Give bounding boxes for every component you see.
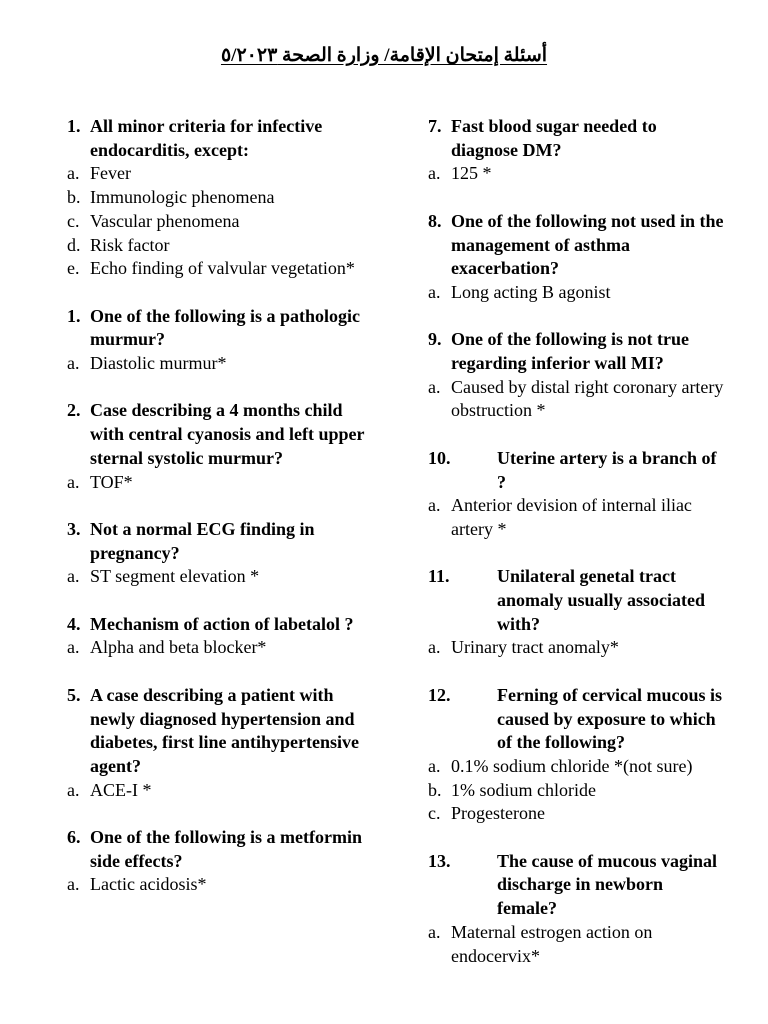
option-letter: b. [67, 187, 81, 208]
option-letter: a. [428, 755, 441, 776]
option-letter: a. [428, 637, 441, 658]
option-letter: a. [67, 637, 80, 658]
option-text: Caused by distal right coronary artery obstruction * [451, 376, 724, 421]
option-letter: a. [67, 566, 80, 587]
option-text: Maternal estrogen action on endocervix* [451, 921, 653, 966]
question-text: The cause of mucous vaginal discharge in newborn female? [497, 850, 718, 919]
right-column [428, 115, 726, 992]
question-number: 10. [428, 447, 451, 468]
option-text: Progesterone [451, 803, 545, 824]
option-text: ST segment elevation * [90, 566, 260, 587]
question-block [428, 328, 726, 423]
option-text: Vascular phenomena [90, 210, 240, 231]
question-number: 11. [428, 566, 450, 587]
question-block [428, 210, 726, 305]
question-block [428, 565, 726, 660]
option-letter: a. [67, 779, 80, 800]
question-number: 2. [67, 400, 81, 421]
option-text: Risk factor [90, 234, 170, 255]
question-block [67, 684, 367, 803]
option-letter: a. [428, 921, 441, 942]
option-text: Urinary tract anomaly* [451, 637, 619, 658]
question-number: 1. [67, 305, 81, 326]
option-text: Alpha and beta blocker* [90, 637, 267, 658]
option-letter: e. [67, 258, 80, 279]
option-text: 1% sodium chloride [451, 779, 596, 800]
question-text: Case describing a 4 months child with central cyanosis and left upper sternal systolic murmur? [90, 400, 365, 468]
option-letter: a. [67, 471, 80, 492]
option-text: 0.1% sodium chloride *(not sure) [451, 755, 693, 776]
question-number: 4. [67, 613, 81, 634]
question-number: 12. [428, 684, 451, 705]
option-letter: a. [67, 353, 80, 374]
question-number: 3. [67, 518, 81, 539]
option-letter: c. [428, 803, 441, 824]
question-text: Fast blood sugar needed to diagnose DM? [451, 116, 657, 160]
question-text: Uterine artery is a branch of ? [497, 447, 717, 492]
option-letter: d. [67, 234, 81, 255]
option-text: Fever [90, 163, 131, 184]
page-title: أسئلة إمتحان الإقامة/ وزارة الصحة ٥/٢٠٢٣ [220, 45, 548, 66]
option-text: Lactic acidosis* [90, 874, 207, 895]
question-block [67, 518, 367, 589]
question-block [67, 305, 367, 376]
question-block [67, 115, 367, 281]
question-number: 6. [67, 827, 81, 847]
option-letter: a. [428, 281, 441, 302]
question-text: Unilateral genetal tract anomaly usually associated with? [497, 566, 706, 634]
question-number: 7. [428, 116, 442, 136]
question-block [67, 613, 367, 660]
question-text: One of the following is not true regarding inferior wall MI? [451, 329, 689, 373]
question-number: 5. [67, 684, 81, 705]
question-number: 8. [428, 210, 442, 231]
option-text: 125 * [451, 163, 492, 184]
left-column [67, 115, 367, 921]
option-text: TOF* [90, 471, 133, 492]
question-number: 1. [67, 116, 81, 136]
option-letter: a. [67, 874, 80, 895]
question-text: A case describing a patient with newly diagnosed hypertension and diabetes, first line antihypertensive agent? [90, 684, 359, 776]
option-letter: a. [428, 495, 441, 516]
question-number: 13. [428, 850, 451, 871]
question-text: Not a normal ECG finding in pregnancy? [90, 518, 315, 563]
question-text: All minor criteria for infective endocarditis, except: [90, 116, 323, 160]
question-text: Mechanism of action of labetalol ? [90, 613, 354, 634]
option-letter: a. [428, 163, 441, 184]
question-block [428, 447, 726, 542]
option-text: ACE-I * [90, 779, 152, 800]
question-text: One of the following not used in the management of asthma exacerbation? [451, 210, 724, 279]
option-text: Immunologic phenomena [90, 187, 275, 208]
question-block [428, 850, 726, 969]
option-letter: b. [428, 779, 442, 800]
option-letter: a. [67, 163, 80, 184]
option-text: Echo finding of valvular vegetation* [90, 258, 355, 279]
question-block [428, 115, 726, 186]
option-text: Diastolic murmur* [90, 353, 227, 374]
option-letter: a. [428, 376, 441, 397]
option-text: Anterior devision of internal iliac artery * [451, 495, 692, 539]
question-block [67, 399, 367, 494]
question-text: Ferning of cervical mucous is caused by exposure to which of the following? [497, 684, 722, 753]
question-text: One of the following is a pathologic murmur? [90, 305, 361, 350]
question-text: One of the following is a metformin side effects? [90, 827, 362, 871]
question-number: 9. [428, 329, 442, 350]
question-block [67, 826, 367, 897]
option-text: Long acting B agonist [451, 281, 611, 302]
option-letter: c. [67, 210, 80, 231]
question-block [428, 684, 726, 826]
